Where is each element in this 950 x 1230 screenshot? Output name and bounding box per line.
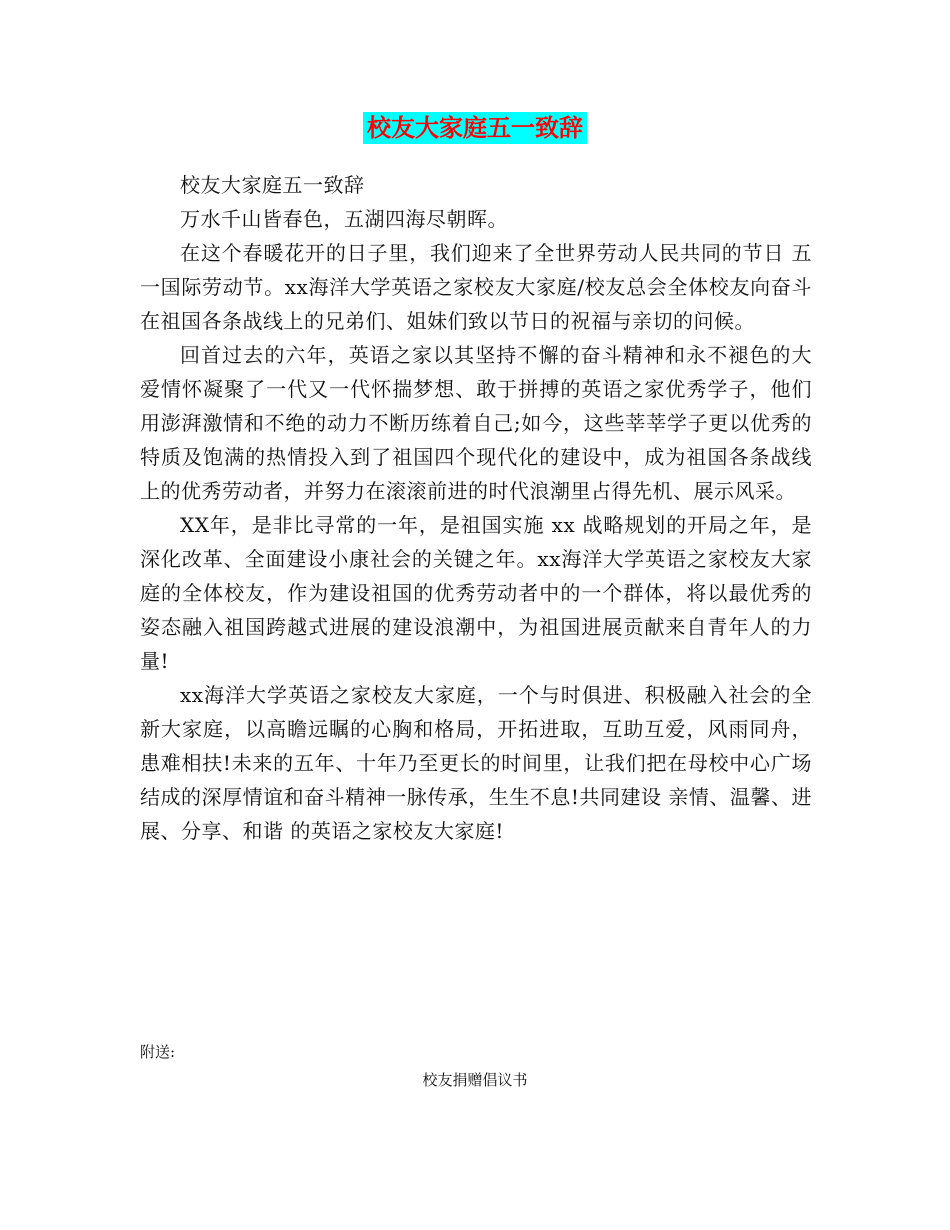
paragraph-closing: xx海洋大学英语之家校友大家庭，一个与时俱进、积极融入社会的全新大家庭，以高瞻远瞩的心胸和格局，开拓进取，互助互爱，风雨同舟，患难相扶!未来的五年、十年乃至更长的时间里，让我们把在母校中心广场结成的深厚情谊和奋斗精神一脉传承，生生不息!共同建设 亲情、温馨、进展、分享、和谐 的英语之家校友大家庭!: [140, 683, 812, 843]
paragraph-review: 回首过去的六年，英语之家以其坚持不懈的奋斗精神和永不褪色的大爱情怀凝聚了一代又一代怀揣梦想、敢于拼搏的英语之家优秀学子，他们用澎湃激情和不绝的动力不断历练着自己;如今，这些莘莘学子更以优秀的特质及饱满的热情投入到了祖国四个现代化的建设中，成为祖国各条战线上的优秀劳动者，并努力在滚滚前进的时代浪潮里占得先机、展示风采。: [140, 343, 812, 503]
document-title: 校友大家庭五一致辞: [363, 112, 587, 144]
title-container: [0, 112, 950, 144]
paragraph-heading: 校友大家庭五一致辞: [180, 173, 365, 197]
paragraph-greeting: 在这个春暖花开的日子里，我们迎来了全世界劳动人民共同的节日 五一国际劳动节。xx海洋大学英语之家校友大家庭/校友总会全体校友向奋斗在祖国各条战线上的兄弟们、姐妹们致以节日的祝福与亲切的问候。: [140, 241, 812, 333]
document-body: [140, 168, 812, 848]
appendix-title: 校友捐赠倡议书: [422, 1071, 528, 1089]
paragraph-couplet: 万水千山皆春色，五湖四海尽朝晖。: [180, 207, 508, 231]
paragraph-year: XX年，是非比寻常的一年，是祖国实施 xx 战略规划的开局之年，是深化改革、全面建设小康社会的关键之年。xx海洋大学英语之家校友大家庭的全体校友，作为建设祖国的优秀劳动者中的一个群体，将以最优秀的姿态融入祖国跨越式进展的建设浪潮中，为祖国进展贡献来自青年人的力量!: [140, 513, 812, 673]
appendix-label: 附送:: [140, 1043, 176, 1061]
